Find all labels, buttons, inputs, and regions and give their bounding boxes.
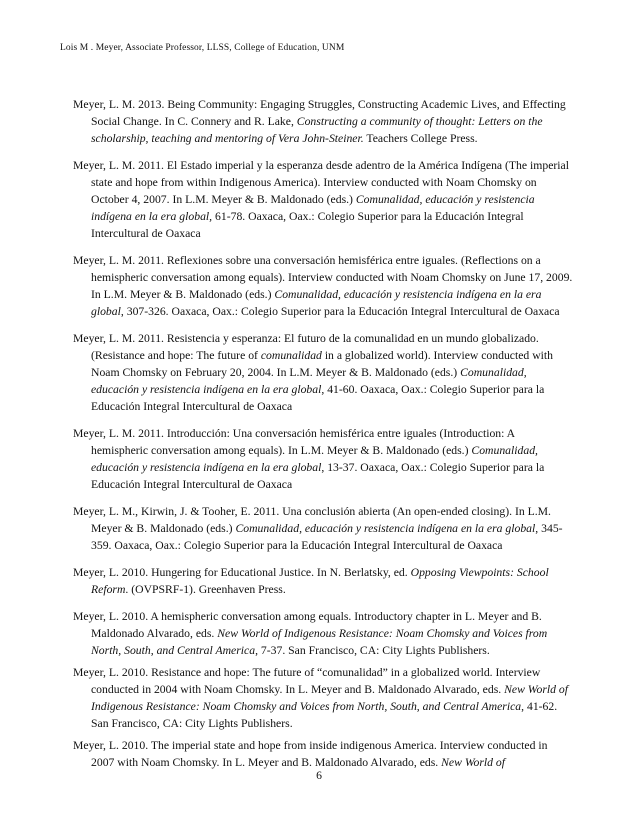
reference-title-italic: New World of Indigenous Resistance: Noam Chomsky and Voices from North, South, and Central America xyxy=(91,627,548,657)
reference-title-italic: New World of xyxy=(441,756,505,769)
reference-title-italic: Constructing a community of thought: Letters on the scholarship, teaching and mentoring of Vera John-Steiner. xyxy=(91,115,543,145)
reference-entry xyxy=(73,503,573,554)
reference-entry xyxy=(73,564,573,598)
reference-text: , 13-37. Oaxaca, Oax.: Colegio Superior para la Educación Integral Intercultural de Oaxaca xyxy=(91,461,545,491)
reference-title-italic: Comunalidad, educación y resistencia indígena en la era global xyxy=(91,366,527,396)
reference-list xyxy=(73,96,573,776)
reference-text: Meyer, L. M., Kirwin, J. & Tooher, E. 2011. Una conclusión abierta (An open-ended closing). In L.M. Meyer & B. Maldonado (eds.) xyxy=(73,505,551,535)
reference-text: Meyer, L. M. 2013. Being Community: Engaging Struggles, Constructing Academic Lives, and Effecting Social Change. In C. Connery and R. Lake, xyxy=(73,98,566,128)
reference-entry xyxy=(73,664,573,732)
reference-entry xyxy=(73,252,573,320)
reference-text: Meyer, L. 2010. The imperial state and hope from inside indigenous America. Interview conducted in 2007 with Noam Chomsky. In L. Meyer and B. Maldonado Alvarado, eds. xyxy=(73,739,548,769)
reference-text: , 41-60. Oaxaca, Oax.: Colegio Superior para la Educación Integral Intercultural de Oaxaca xyxy=(91,383,545,413)
reference-entry xyxy=(73,96,573,147)
reference-text: Meyer, L. 2010. A hemispheric conversation among equals. Introductory chapter in L. Meyer and B. Maldonado Alvarado, eds. xyxy=(73,610,542,640)
reference-title-italic: Comunalidad, educación y resistencia indígena en la era global xyxy=(91,288,542,318)
reference-text: Meyer, L. M. 2011. Resistencia y esperanza: El futuro de la comunalidad en un mundo globalizado. (Resistance and hope: The future of xyxy=(73,332,539,362)
reference-entry xyxy=(73,425,573,493)
reference-title-italic: comunalidad xyxy=(260,349,322,362)
reference-text: Meyer, L. 2010. Resistance and hope: The future of “comunalidad” in a globalized world. Interview conducted in 2004 with Noam Chomsky. In L. Meyer and B. Maldonado Alvarado, eds. xyxy=(73,666,541,696)
reference-text: , 41-62. San Francisco, CA: City Lights Publishers. xyxy=(91,700,558,730)
reference-title-italic: Comunalidad, educación y resistencia indígena en la era global xyxy=(91,444,538,474)
running-header: Lois M . Meyer, Associate Professor, LLSS, College of Education, UNM xyxy=(60,43,345,53)
reference-entry xyxy=(73,608,573,659)
reference-text: , 7-37. San Francisco, CA: City Lights Publishers. xyxy=(255,644,490,657)
reference-text: 61-78. Oaxaca, Oax.: Colegio Superior para la Educación Integral Intercultural de Oaxaca xyxy=(91,210,524,240)
reference-entry xyxy=(73,737,573,771)
reference-title-italic: New World of Indigenous Resistance: Noam Chomsky and Voices from North, South, and Central America xyxy=(91,683,568,713)
reference-title-italic: Opposing Viewpoints: School Reform xyxy=(91,566,549,596)
reference-title-italic: Comunalidad, educación y resistencia indígena en la era global, xyxy=(91,193,535,223)
reference-text: Meyer, L. 2010. Hungering for Educational Justice. In N. Berlatsky, ed. xyxy=(73,566,411,579)
reference-title-italic: Comunalidad, educación y resistencia indígena en la era global xyxy=(235,522,536,535)
reference-entry xyxy=(73,157,573,242)
reference-text: Teachers College Press. xyxy=(363,132,478,145)
reference-text: , 345-359. Oaxaca, Oax.: Colegio Superior para la Educación Integral Intercultural de Oaxaca xyxy=(91,522,563,552)
reference-text: Meyer, L. M. 2011. Reflexiones sobre una conversación hemisférica entre iguales. (Reflections on a hemispheric conversation among equals). Interview conducted with Noam Chomsky on June 17, 2009. In L.M. Meyer & B. Maldonado (eds.) xyxy=(73,254,573,301)
reference-text: Meyer, L. M. 2011. El Estado imperial y la esperanza desde adentro de la América Indígena (The imperial state and hope from within Indigenous America). Interview conducted with Noam Chomsky on October 4, 2007. In L.M. Meyer & B. Maldonado (eds.) xyxy=(73,159,569,206)
reference-text: . (OVPSRF-1). Greenhaven Press. xyxy=(125,583,286,596)
reference-text: Meyer, L. M. 2011. Introducción: Una conversación hemisférica entre iguales (Introduction: A hemispheric conversation among equals). In L.M. Meyer & B. Maldonado (eds.) xyxy=(73,427,515,457)
reference-entry xyxy=(73,330,573,415)
reference-text: in a globalized world). Interview conducted with Noam Chomsky on February 20, 2004. In L.M. Meyer & B. Maldonado (eds.) xyxy=(91,349,553,379)
page-number: 6 xyxy=(316,769,322,782)
reference-text: , 307-326. Oaxaca, Oax.: Colegio Superior para la Educación Integral Intercultural de Oaxaca xyxy=(120,305,560,318)
